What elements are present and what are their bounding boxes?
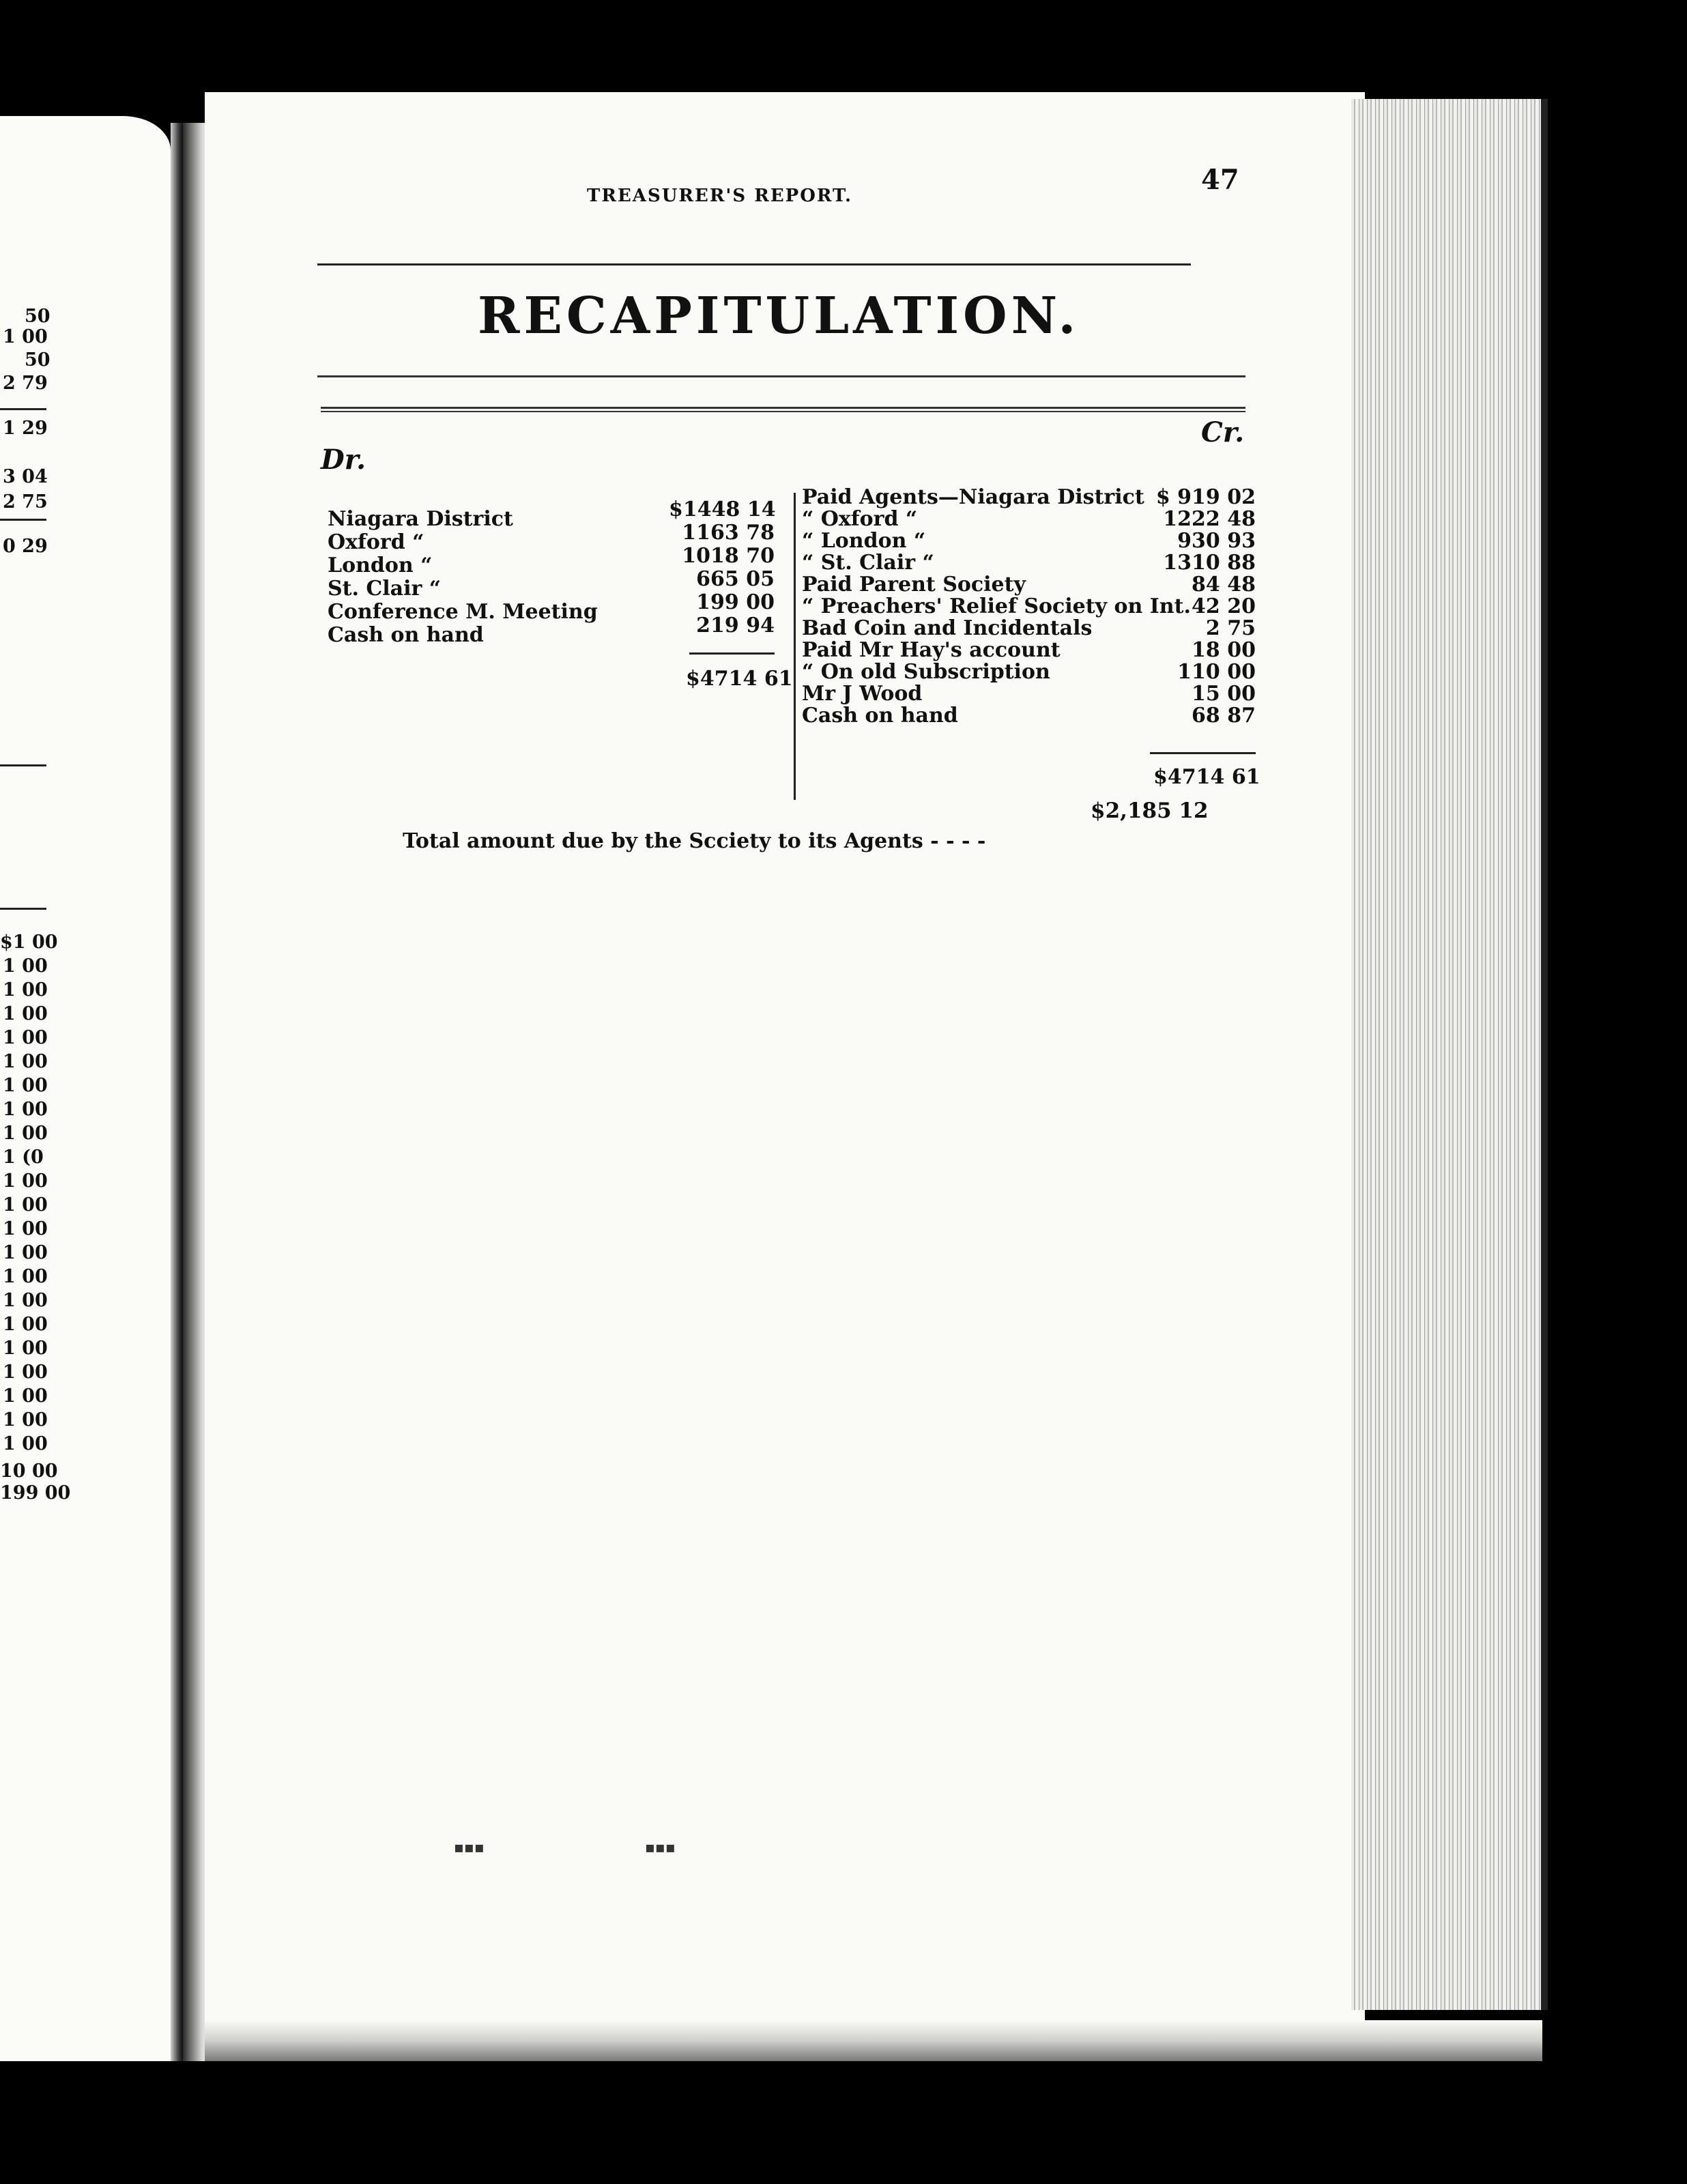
credit-amount: 42 20 [1192,594,1256,618]
left-fragment-amount: 10 00 [0,1461,58,1482]
left-fragment-amount: 1 00 [3,979,48,1001]
credit-item: Paid Parent Society [802,573,1026,597]
left-fragment-amount: 50 [25,306,51,327]
left-fragment-amount: 1 29 [3,418,48,439]
debit-sum-rule [689,652,775,655]
page-number: 47 [1201,164,1239,196]
header-rule [317,263,1191,265]
credit-item: “ On old Subscription [802,660,1050,684]
left-fragment-amount: 1 00 [3,1218,48,1239]
left-fragment-amount: 1 00 [3,1314,48,1335]
credit-label: Cr. [1201,416,1245,448]
debit-amount: 199 00 [696,590,775,614]
left-fragment-amount: 50 [25,349,51,371]
left-fragment-amount: 1 00 [3,1433,48,1454]
left-fragment-rule [0,519,46,521]
credit-item: “ St. Clair “ [802,551,934,575]
credit-item: “ Preachers' Relief Society on Int. [802,594,1191,618]
credit-total: $4714 61 [1153,765,1260,789]
left-fragment-amount: 1 00 [3,1242,48,1263]
debit-amount: $1448 14 [669,498,776,521]
credit-item: Bad Coin and Incidentals [802,616,1093,640]
left-fragment-amount: 1 00 [3,1362,48,1383]
left-fragment-amount: 1 00 [3,1409,48,1431]
column-divider [794,493,796,800]
left-fragment-amount: 1 00 [3,1170,48,1192]
debit-total: $4714 61 [686,667,793,691]
debit-item: Cash on hand [328,623,484,647]
left-fragment-amount: 1 (0 [3,1147,44,1168]
credit-amount: 1222 48 [1163,507,1256,531]
book-cover-edge [1541,99,1548,2010]
debit-item: London “ [328,554,433,577]
left-fragment-amount: 1 00 [3,1051,48,1072]
left-fragment-amount: 1 00 [3,1075,48,1096]
left-fragment-amount: 199 00 [0,1482,71,1504]
credit-amount: 2 75 [1205,616,1256,640]
print-speck: ▪▪▪ [645,1839,676,1856]
page-edges [1351,99,1542,2010]
left-fragment-amount: 1 00 [3,1027,48,1048]
left-fragment-rule [0,764,46,766]
summary-amount: $2,185 12 [1091,799,1209,823]
credit-amount: 68 87 [1192,704,1256,728]
debit-item: Conference M. Meeting [328,600,598,624]
credit-amount: 1310 88 [1163,551,1256,575]
title-rule [317,375,1245,377]
left-fragment-amount: 1 00 [3,1099,48,1120]
left-fragment-amount: 2 75 [3,491,48,513]
debit-amount: 1018 70 [682,544,775,568]
credit-amount: 18 00 [1192,638,1256,662]
left-fragment-amount: 1 00 [3,1338,48,1359]
credit-item: Paid Agents—Niagara District [802,485,1144,509]
left-fragment-amount: 1 00 [3,1003,48,1024]
credit-amount: 110 00 [1177,660,1256,684]
credit-sum-rule [1150,752,1256,754]
right-page [205,92,1365,2058]
credit-item: Paid Mr Hay's account [802,638,1061,662]
credit-amount: 15 00 [1192,682,1256,706]
credit-amount: 84 48 [1192,573,1256,597]
debit-amount: 219 94 [696,614,775,637]
debit-item: Niagara District [328,507,513,531]
left-fragment-amount: 1 00 [3,1266,48,1287]
print-speck: ▪▪▪ [454,1839,485,1856]
left-page-gutter [171,123,184,2061]
credit-item: “ Oxford “ [802,507,918,531]
left-fragment-rule [0,408,46,410]
double-rule-top [321,407,1245,409]
left-fragment-amount: 1 00 [3,1123,48,1144]
left-fragment-amount: 1 00 [3,956,48,977]
left-fragment-amount: 0 29 [3,536,48,557]
left-fragment-amount: 3 04 [3,466,48,487]
left-fragment-amount: 2 79 [3,373,48,394]
left-fragment-rule [0,908,46,910]
left-fragment-amount: 1 00 [3,1194,48,1216]
left-fragment-amount: 1 00 [3,1290,48,1311]
debit-item: Oxford “ [328,530,424,554]
credit-item: Mr J Wood [802,682,923,706]
page-bottom-edge [205,2020,1542,2061]
debit-amount: 1163 78 [682,521,775,545]
left-fragment-amount: $1 00 [0,932,58,953]
credit-amount: $ 919 02 [1155,485,1256,509]
page-title: RECAPITULATION. [478,287,1080,345]
credit-amount: 930 93 [1177,529,1256,553]
double-rule-bottom [321,411,1245,412]
debit-amount: 665 05 [696,567,775,591]
running-head: TREASURER'S REPORT. [587,186,853,206]
summary-label: Total amount due by the Sсciety to its Agents - - - - [403,829,986,853]
credit-item: Cash on hand [802,704,958,728]
credit-item: “ London “ [802,529,926,553]
debit-item: St. Clair “ [328,577,442,601]
debit-label: Dr. [321,444,366,476]
left-fragment-amount: 1 00 [3,1385,48,1407]
left-fragment-amount: 1 00 [3,326,48,347]
